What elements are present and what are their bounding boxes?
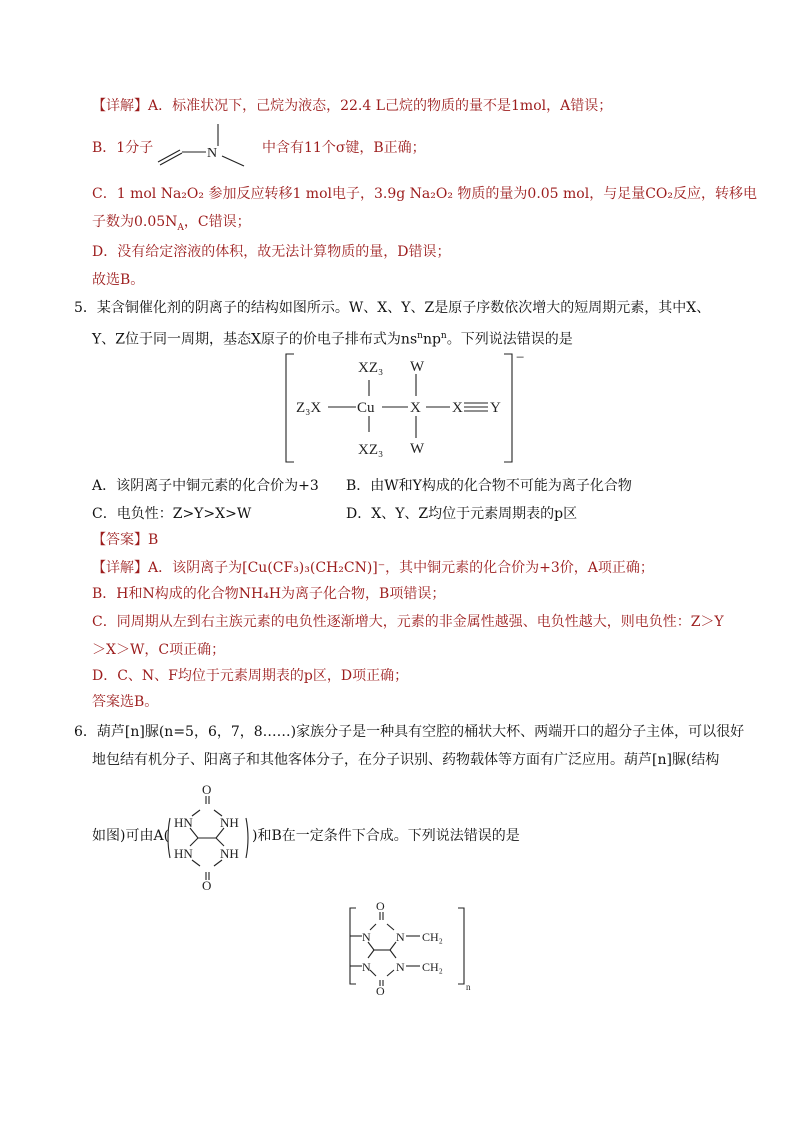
svg-text:NH: NH bbox=[220, 815, 239, 830]
svg-text:N: N bbox=[396, 930, 405, 944]
cucurbituril-polymer-structure bbox=[344, 898, 474, 996]
svg-text:CH₂: CH₂ bbox=[422, 960, 443, 974]
svg-text:N: N bbox=[362, 930, 371, 944]
atom-cu: Cu bbox=[357, 400, 375, 416]
q6-line3-pre: 如图)可由A( bbox=[92, 828, 170, 844]
atom-y: Y bbox=[490, 400, 501, 416]
q6-line3-post: )和B在一定条件下合成。下列说法错误的是 bbox=[252, 828, 520, 844]
q5-option-b: B．由W和Y构成的化合物不可能为离子化合物 bbox=[346, 478, 632, 494]
svg-text:N: N bbox=[362, 960, 371, 974]
dmf-structure bbox=[152, 118, 252, 172]
q5-detail-b: B．H和N构成的化合物NH₄H为离子化合物，B项错误； bbox=[92, 586, 446, 602]
svg-text:CH₂: CH₂ bbox=[422, 930, 443, 944]
svg-text:n: n bbox=[466, 982, 471, 992]
atom-top-right: W bbox=[410, 359, 425, 375]
svg-text:NH: NH bbox=[220, 846, 239, 861]
q5-anion-structure bbox=[282, 350, 532, 466]
svg-text:HN: HN bbox=[174, 846, 193, 861]
glycoluril-structure bbox=[166, 780, 252, 892]
svg-text:HN: HN bbox=[174, 815, 193, 830]
detail4-line-c1: C．1 mol Na₂O₂ 参加反应转移1 mol电子，3.9g Na₂O₂ 物质的量为0.05 mol，与足量CO₂反应，转移电 bbox=[92, 186, 758, 202]
q6-line2: 地包结有机分子、阳离子和其他客体分子，在分子识别、药物载体等方面有广泛应用。葫芦[n]脲(结构 bbox=[92, 752, 720, 768]
q5-detail-c1: C．同周期从左到右主族元素的电负性逐渐增大，元素的非金属性越强、电负性越大，则电负性：Z＞Y bbox=[92, 614, 724, 630]
atom-x-right: X bbox=[452, 400, 463, 416]
q6-line1: 6．葫芦[n]脲(n=5，6，7，8……)家族分子是一种具有空腔的桶状大杯、两端开口的超分子主体，可以很好 bbox=[74, 724, 745, 740]
svg-text:N: N bbox=[207, 146, 218, 161]
q5-detail-d: D．C、N、F均位于元素周期表的p区，D项正确； bbox=[92, 668, 409, 684]
q5-conclusion: 答案选B。 bbox=[92, 694, 159, 710]
q5-option-c: C．电负性：Z>Y>X>W bbox=[92, 506, 252, 522]
detail4-line-c2: 子数为$0.05N_A$，C错误； bbox=[92, 214, 251, 233]
atom-left: Z₃X bbox=[296, 400, 322, 416]
q5-answer: 【答案】B bbox=[92, 532, 159, 548]
svg-text:O: O bbox=[376, 984, 385, 996]
q5-option-d: D．X、Y、Z均位于元素周期表的p区 bbox=[346, 506, 578, 522]
detail4-line-a: 【详解】A．标准状况下，己烷为液态，22.4 L己烷的物质的量不是1mol，A错误； bbox=[92, 98, 613, 114]
atom-bottom-left: XZ₃ bbox=[358, 442, 384, 458]
detail4-line-b-pre: B．1分子 bbox=[92, 140, 154, 156]
q5-option-a: A．该阴离子中铜元素的化合价为+3 bbox=[92, 478, 319, 494]
q5-detail-c2: ＞X＞W，C项正确； bbox=[92, 642, 226, 658]
detail4-line-d: D．没有给定溶液的体积，故无法计算物质的量，D错误； bbox=[92, 244, 451, 260]
svg-text:O: O bbox=[202, 878, 212, 892]
q5-detail-a: 【详解】A．该阴离子为[Cu(CF₃)₃(CH₂CN)]⁻，其中铜元素的化合价为+3价，A项正确； bbox=[92, 560, 654, 576]
svg-text:O: O bbox=[202, 782, 212, 797]
q5-line1: 5．某含铜催化剂的阴离子的结构如图所示。W、X、Y、Z是原子序数依次增大的短周期元素，其中X、 bbox=[74, 300, 711, 316]
svg-text:N: N bbox=[396, 960, 405, 974]
atom-x-center: X bbox=[410, 400, 421, 416]
atom-top-left: XZ₃ bbox=[358, 360, 384, 376]
q5-line2: Y、Z位于同一周期，基态X原子的价电子排布式为$ns^nnp^n$。下列说法错误的是 bbox=[92, 331, 573, 348]
svg-text:O: O bbox=[376, 899, 385, 913]
detail4-line-b-post: 中含有11个σ键，B正确； bbox=[262, 140, 426, 156]
atom-bottom-right: W bbox=[410, 441, 425, 457]
detail4-conclusion: 故选B。 bbox=[92, 272, 145, 288]
detail-tag: 【详解】 bbox=[92, 98, 148, 114]
charge: − bbox=[516, 350, 525, 366]
